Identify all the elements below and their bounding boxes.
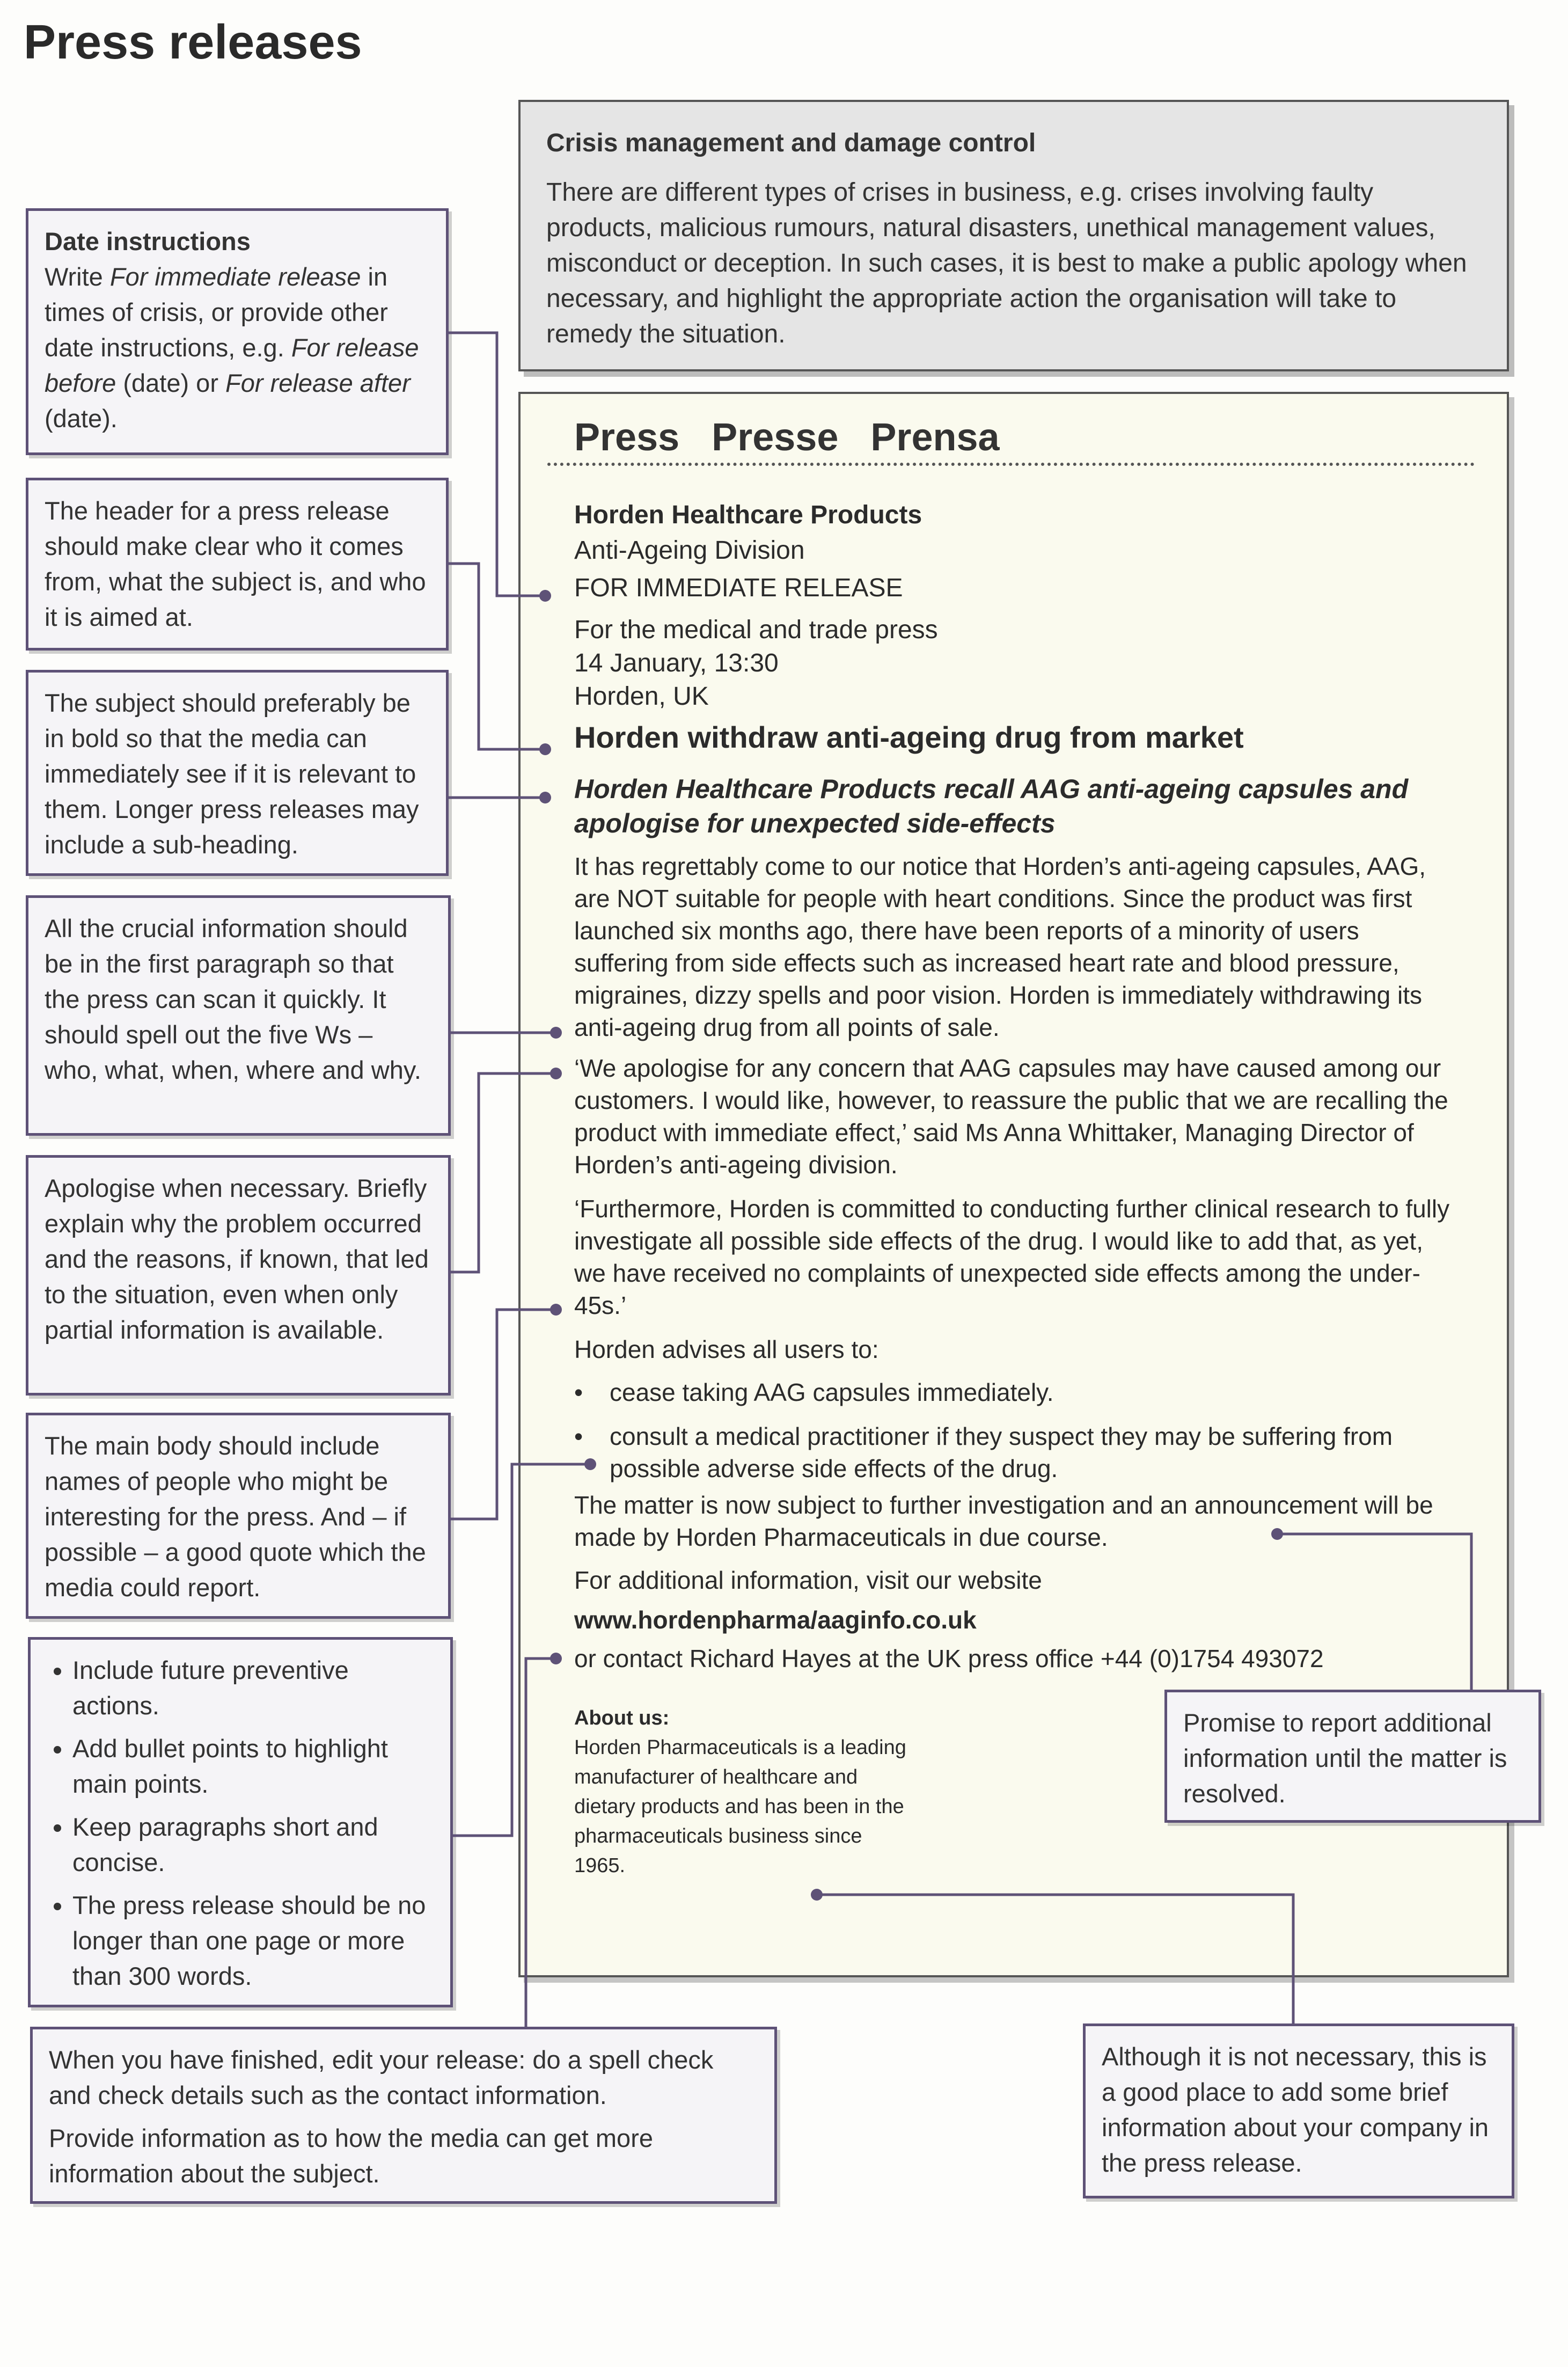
company-name: Horden Healthcare Products — [574, 501, 922, 529]
page-title: Press releases — [24, 16, 362, 69]
crisis-heading: Crisis management and damage control — [546, 129, 1036, 157]
annotation-date-heading: Date instructions — [45, 227, 251, 255]
tips-list — [47, 1653, 434, 1994]
crisis-body: There are different types of crises in business, e.g. crises involving faulty products, malicious rumours, natural disasters, unethical management values, misconduct or deception. In such cases, it is best to make a public apology when necessary, and highlight the appropriate action the organisation will take to remedy the situation. — [546, 178, 1467, 348]
paragraph-first: It has regrettably come to our notice that Horden’s anti-ageing capsules, AAG, are NOT suitable for people with heart conditions. Since the product was first launched six months ago, there have been reports of a minority of users suffering from side effects such as increased heart rate and blood pressure, migraines, dizzy spells and poor vision. Horden is immediately withdrawing its anti-ageing drug from all points of sale. — [574, 852, 1426, 1041]
annotation-finish-p2: Provide information as to how the media can get more information about the subject. — [49, 2124, 653, 2188]
annotation-promise-text: Promise to report additional information until the matter is resolved. — [1183, 1708, 1507, 1808]
tip-item: • Add bullet points to highlight main points. — [72, 1731, 434, 1802]
paragraph-further: ‘Furthermore, Horden is committed to conducting further clinical research to fully investigate all possible side effects of the drug. I would like to add that, as yet, we have received no complaints of unexpected side effects among the under-45s.’ — [574, 1195, 1450, 1319]
about-heading: About us: — [574, 1707, 670, 1729]
release-date: 14 January, 13:30 — [574, 649, 779, 677]
masthead: Press Presse Prensa — [574, 416, 1000, 459]
annotation-promise — [1164, 1690, 1541, 1823]
annotation-first-paragraph-text: All the crucial information should be in the first paragraph so that the press can scan it quickly. It should spell out the five Ws – who, what, when, where and why. — [45, 914, 421, 1084]
annotation-main-body-text: The main body should include names of people who might be interesting for the press. And – if possible – a good quote which the media could report. — [45, 1431, 426, 1602]
annotation-header — [26, 478, 449, 651]
advice-item: • consult a medical practitioner if they suspect they may be suffering from possible adverse side effects of the drug. — [574, 1420, 1447, 1485]
paragraph-matter: The matter is now subject to further investigation and an announcement will be made by Horden Pharmaceuticals in due course. — [574, 1491, 1433, 1551]
annotation-date-instructions — [26, 208, 449, 455]
tip-item: • Include future preventive actions. — [72, 1653, 434, 1723]
tip-item: • Keep paragraphs short and concise. — [72, 1809, 434, 1880]
release-location: Horden, UK — [574, 682, 709, 711]
annotation-finish-p1: When you have finished, edit your release: do a spell check and check details such as the contact information. — [49, 2045, 714, 2109]
annotation-main-body — [26, 1413, 451, 1619]
masthead-divider — [547, 463, 1475, 466]
headline: Horden withdraw anti-ageing drug from market — [574, 720, 1244, 754]
paragraph-quote: ‘We apologise for any concern that AAG capsules may have caused among our customers. I would like, however, to reassure the public that we are recalling the product with immediate effect,’ said Ms Anna Whittaker, Managing Director of Horden’s anti-ageing division. — [574, 1054, 1448, 1179]
annotation-apologise-text: Apologise when necessary. Briefly explain why the problem occurred and the reasons, if known, that led to the situation, even when only partial information is available. — [45, 1174, 429, 1344]
website-link[interactable]: www.hordenpharma/aaginfo.co.uk — [574, 1606, 977, 1634]
annotation-header-text: The header for a press release should make clear who it comes from, what the subject is, and who it is aimed at. — [45, 496, 426, 631]
annotation-subject — [26, 670, 449, 876]
annotation-company-info-text: Although it is not necessary, this is a good place to add some brief information about your company in the press release. — [1102, 2042, 1489, 2177]
annotation-date-text: Write For immediate release in times of crisis, or provide other date instructions, e.g. For release before (date) or For release after (date). — [45, 262, 419, 433]
about-us — [574, 1704, 918, 1881]
annotation-finish — [30, 2027, 777, 2204]
subheading: Horden Healthcare Products recall AAG anti-ageing capsules and apologise for unexpected side-effects — [574, 774, 1409, 838]
crisis-management-box — [518, 100, 1509, 371]
annotation-apologise — [26, 1155, 451, 1396]
audience: For the medical and trade press — [574, 616, 938, 644]
additional-info: For additional information, visit our website — [574, 1566, 1042, 1594]
annotation-first-paragraph — [26, 895, 451, 1136]
annotation-tips — [28, 1637, 453, 2007]
release-type: FOR IMMEDIATE RELEASE — [574, 574, 903, 602]
advice-intro: Horden advises all users to: — [574, 1335, 879, 1363]
contact-info: or contact Richard Hayes at the UK press office +44 (0)1754 493072 — [574, 1645, 1324, 1672]
tip-item: • The press release should be no longer than one page or more than 300 words. — [72, 1888, 434, 1994]
about-body: Horden Pharmaceuticals is a leading manufacturer of healthcare and dietary products and has been in the pharmaceuticals business since 1965. — [574, 1736, 906, 1877]
division-name: Anti-Ageing Division — [574, 536, 805, 565]
annotation-company-info — [1083, 2023, 1514, 2198]
annotation-subject-text: The subject should preferably be in bold so that the media can immediately see if it is relevant to them. Longer press releases may include a sub-heading. — [45, 689, 419, 859]
advice-item: • cease taking AAG capsules immediately. — [574, 1376, 1468, 1408]
